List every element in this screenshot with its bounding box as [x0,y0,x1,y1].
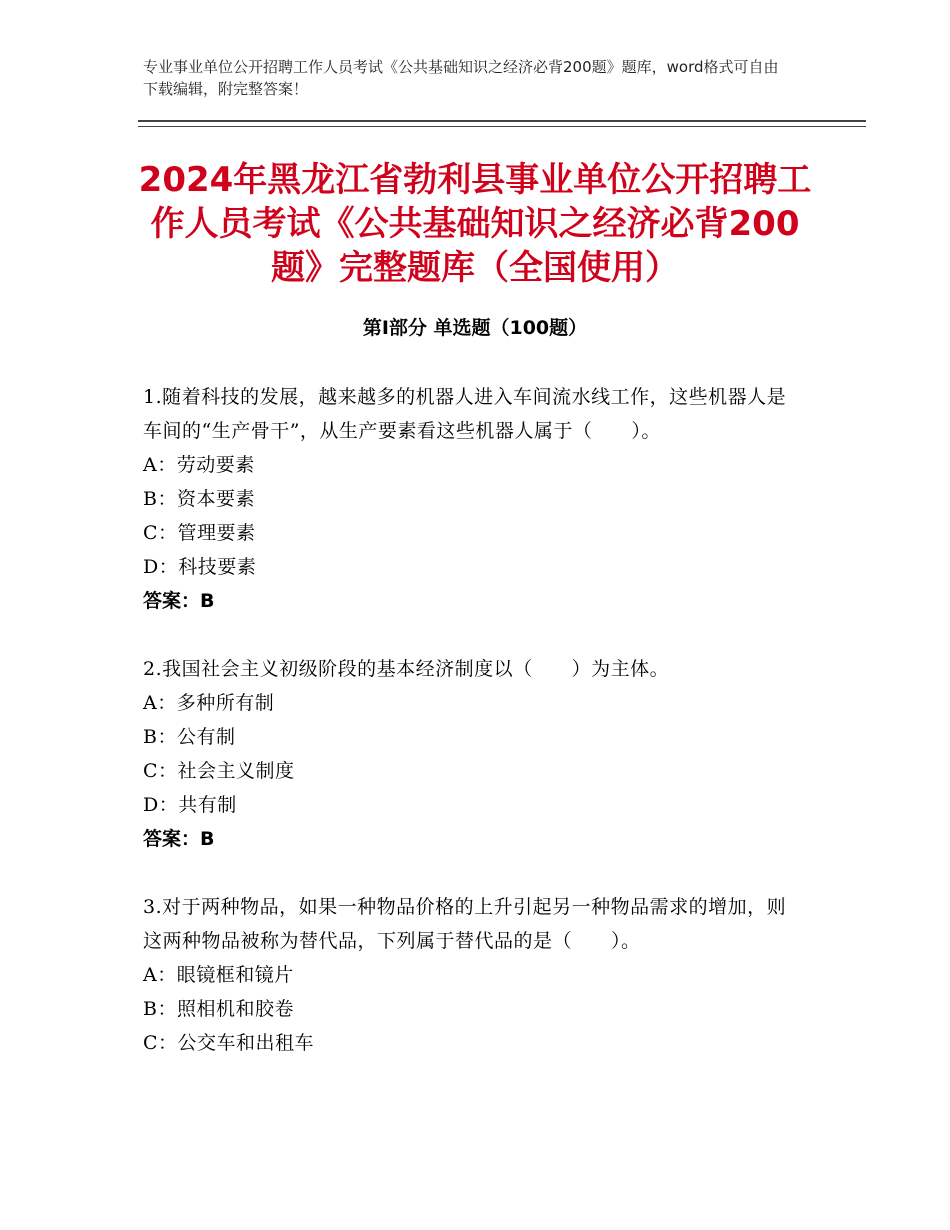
option-a: A：劳动要素 [143,454,255,476]
option-b: B：公有制 [143,726,236,748]
section-heading: 第Ⅰ部分 单选题（100题） [362,317,588,339]
option-d: D：共有制 [143,794,237,816]
answer: 答案：B [143,828,215,850]
option-c: C：公交车和出租车 [143,1032,315,1054]
answer: 答案：B [143,590,215,612]
question-stem: 3.对于两种物品，如果一种物品价格的上升引起另一种物品需求的增加，则这两种物品被称为替代品，下列属于替代品的是（ ）。 [143,896,787,952]
option-b: B：资本要素 [143,488,255,510]
option-b: B：照相机和胶卷 [143,998,294,1020]
question-1 [143,380,803,618]
option-a: A：多种所有制 [143,692,275,714]
option-d: D：科技要素 [143,556,257,578]
document-title: 2024年黑龙江省勃利县事业单位公开招聘工作人员考试《公共基础知识之经济必背200题》完整题库（全国使用） [138,160,812,288]
option-a: A：眼镜框和镜片 [143,964,294,986]
header-note: 专业事业单位公开招聘工作人员考试《公共基础知识之经济必背200题》题库，word格式可自由下载编辑，附完整答案！ [143,58,779,98]
question-stem: 1.随着科技的发展，越来越多的机器人进入车间流水线工作，这些机器人是车间的“生产骨干”，从生产要素看这些机器人属于（ ）。 [143,386,787,442]
question-2 [143,652,803,856]
question-stem: 2.我国社会主义初级阶段的基本经济制度以（ ）为主体。 [143,658,670,680]
question-list [143,380,803,1094]
header-rule-thin [138,126,866,127]
question-3 [143,890,803,1060]
option-c: C：管理要素 [143,522,256,544]
option-c: C：社会主义制度 [143,760,295,782]
header-rule-thick [138,120,866,122]
